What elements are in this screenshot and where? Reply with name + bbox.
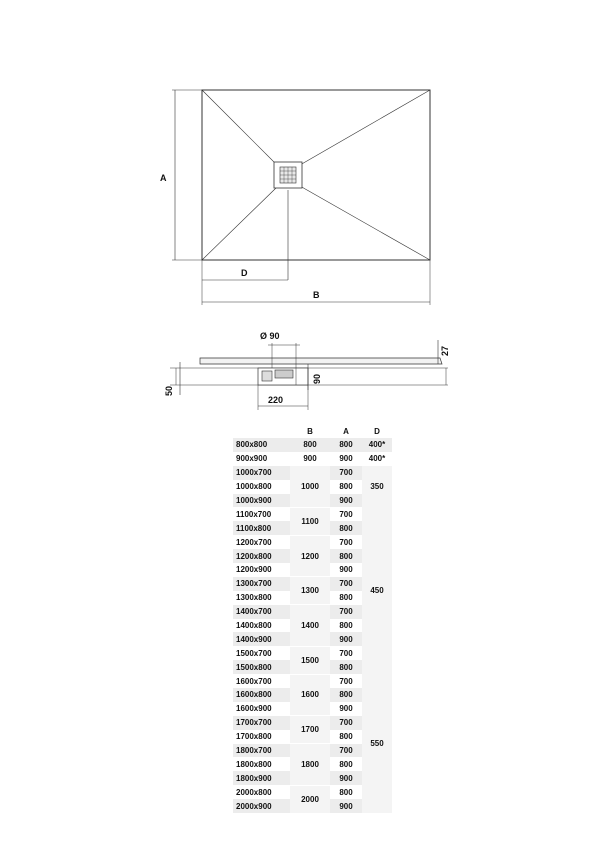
table-row: 1100x800 800 [233,521,392,535]
table-row: 1500x700 1500 700 [233,646,392,660]
label-d: D [241,268,248,278]
table-row: 2000x900 900 [233,799,392,813]
table-row: 1400x900 900 [233,632,392,646]
table-row: 1300x800 800 [233,591,392,605]
table-row: 1000x800 800 [233,480,392,494]
table-row: 1600x900 900 [233,702,392,716]
table-row: 800x800 800 800 400* [233,438,392,452]
table-header-row [233,424,392,438]
table-row: 1200x700 1200 700 [233,535,392,549]
header-b: B [307,426,313,436]
top-view [172,90,430,305]
dimensions-table [233,424,392,814]
label-90: 90 [312,373,322,384]
label-a: A [160,173,167,183]
drain-grate-icon [274,162,302,188]
table-row: 1800x900 900 [233,771,392,785]
table-row: 1800x700 1800 700 [233,744,392,758]
drain-siphon-icon [258,368,308,385]
table-row: 1600x800 800 [233,688,392,702]
table-row: 1000x700 1000 700 350 [233,466,392,480]
section-view [170,340,448,410]
label-220: 220 [268,395,284,405]
header-d: D [374,426,380,436]
header-a: A [343,426,349,436]
table-row: 1800x800 800 [233,757,392,771]
table-row: 1000x900 900 [233,494,392,508]
table-row: 900x900 900 900 400* [233,452,392,466]
table-row: 1700x700 1700 700 [233,716,392,730]
label-27: 27 [440,345,450,356]
table-row: 1500x800 800 [233,660,392,674]
table-row: 1700x800 800 [233,730,392,744]
header-size [233,424,290,438]
table-row: 2000x800 2000 800 [233,785,392,799]
table-row: 1200x800 800 [233,549,392,563]
label-diameter: Ø 90 [260,331,280,341]
table-row: 1200x900 900 [233,563,392,577]
table-row: 1400x700 1400 700 [233,605,392,619]
table-row: 1100x700 1100 700 450 [233,507,392,521]
table-row: 1600x700 1600 700 550 [233,674,392,688]
table-row: 1400x800 800 [233,619,392,633]
label-50: 50 [164,385,174,396]
tray-outline [202,90,430,260]
table-row: 1300x700 1300 700 [233,577,392,591]
label-b: B [313,290,320,300]
